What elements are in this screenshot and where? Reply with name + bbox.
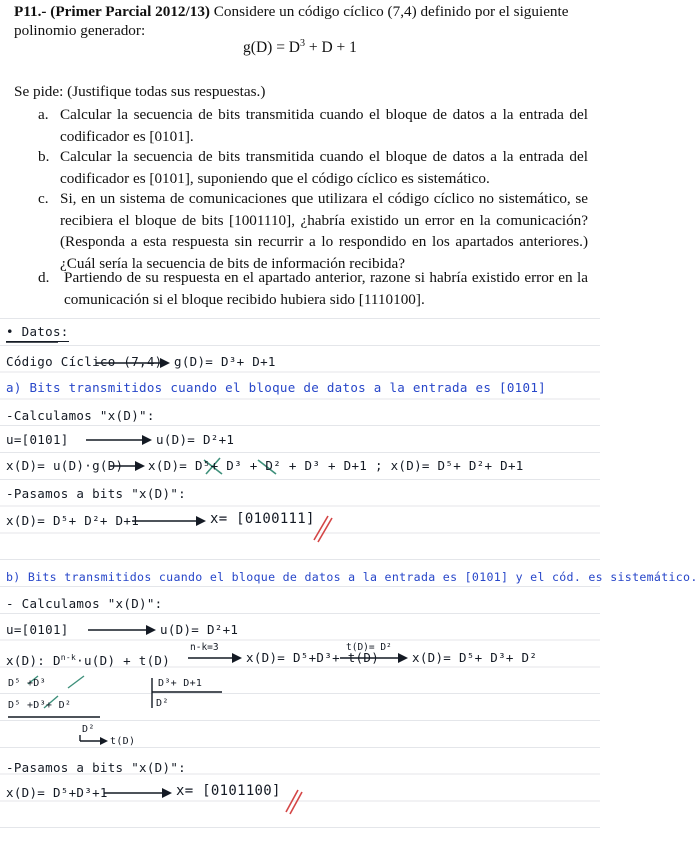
problem-intro-line-1 [14, 2, 569, 21]
a-x-polynomial: x(D)= D⁵+ D²+ D+1 [6, 513, 140, 528]
generator-handwritten: g(D)= D³+ D+1 [174, 354, 276, 369]
item-a-letter: a. [38, 106, 49, 123]
handwritten-notes [0, 312, 698, 848]
a-x-arrowhead [135, 461, 145, 471]
problem-heading: P11.- (Primer Parcial 2012/13) [14, 3, 210, 20]
item-d-text: Partiendo de su respuesta en el apartado anterior, razone si habría existido error en la comunicación si el bloque recibido hubiera sido [1110100]. [64, 269, 588, 308]
division-remainder: D² [82, 724, 95, 735]
a-bits-label: -Pasamos a bits "x(D)": [6, 486, 186, 501]
division-divisor: D³+ D+1 [158, 678, 203, 689]
b-x-systematic: x(D): $D^{n-k}\cdot u(D) + t(D)$ [6, 653, 171, 669]
codigo-ciclico: Código Cíclico (7,4) [6, 354, 163, 369]
problem-intro: Considere un código cíclico (7,4) definido por el siguiente [213, 3, 569, 20]
b-u-arrowhead [146, 625, 156, 635]
b-u-vector: u=[0101] [6, 622, 69, 637]
a-u-vector: u=[0101] [6, 432, 69, 447]
a-x-product: x(D)= u(D)·g(D) [6, 458, 124, 473]
request-line: Se pide: (Justifique todas sus respuestas.) [14, 83, 266, 100]
item-b-letter: b. [38, 148, 50, 165]
b-arrow1-label: n-k=3 [190, 642, 219, 653]
item-c-text: Si, en un sistema de comunicaciones que utilizara el código cíclico no sistemático, se recibiera el bloque de bits [1001110], ¿habría existido un error en la comunicación? (Responda a esta respuesta sin recurrir a lo respondido en los apartados anteriores.) ¿Cuál sería la secuencia de bits de información recibida? [60, 190, 588, 272]
a-u-polynomial: u(D)= D²+1 [156, 432, 235, 447]
a-calc-label: -Calculamos "x(D)": [6, 408, 155, 423]
a-x-expansion: x(D)= D⁵+ D³ + D² + D³ + D+1 ; x(D)= D⁵+ D²+ D+1 [148, 458, 524, 473]
t-arrowhead [100, 737, 108, 745]
b-result-bits: x= [0101100] [176, 783, 281, 799]
a-u-arrowhead [142, 435, 152, 445]
division-row-2: D⁵ +D³+ D² [8, 700, 72, 711]
b-u-polynomial: u(D)= D²+1 [160, 622, 239, 637]
section-a-title: a) Bits transmitidos cuando el bloque de datos a la entrada es [0101] [6, 380, 546, 395]
division-row-1: D⁵ +D³ [8, 678, 46, 689]
datos-heading: • Datos: [6, 324, 69, 342]
problem-statement [0, 0, 600, 312]
section-b-title: b) Bits transmitidos cuando el bloque de datos a la entrada es [0101] y el cód. es sistemático. [6, 570, 698, 584]
a-bits-arrowhead [196, 516, 206, 526]
b-x-step-3: x(D)= D⁵+ D³+ D² [412, 650, 538, 665]
item-c-letter: c. [38, 190, 49, 207]
item-a-text: Calcular la secuencia de bits transmitida cuando el bloque de datos a la entrada del codificador es [0101]. [60, 106, 588, 145]
b-x-arrowhead-2 [398, 653, 408, 663]
div-cancel-2 [68, 676, 84, 688]
b-calc-label: - Calculamos "x(D)": [6, 596, 163, 611]
division-quotient: D² [156, 698, 169, 709]
problem-intro-line-2: polinomio generador: [14, 22, 146, 39]
item-d-letter: d. [38, 269, 50, 286]
b-bits-label: -Pasamos a bits "x(D)": [6, 760, 186, 775]
a-result-bits: x= [0100111] [210, 511, 315, 527]
b-x-arrowhead-1 [232, 653, 242, 663]
item-b-text: Calcular la secuencia de bits transmitida cuando el bloque de datos a la entrada del codificador es [0101], suponiendo que el código cíclico es sistemático. [60, 148, 588, 187]
b-x-step-2: x(D)= D⁵+D³+ t(D) [246, 650, 380, 665]
b-x-polynomial: x(D)= D⁵+D³+1 [6, 785, 108, 800]
b-bits-arrowhead [162, 788, 172, 798]
b-arrow2-label: t(D)= D² [346, 642, 392, 653]
generator-polynomial: $g(D) = D^3 + D + 1$ [243, 38, 357, 57]
t-label: t(D) [110, 736, 136, 747]
